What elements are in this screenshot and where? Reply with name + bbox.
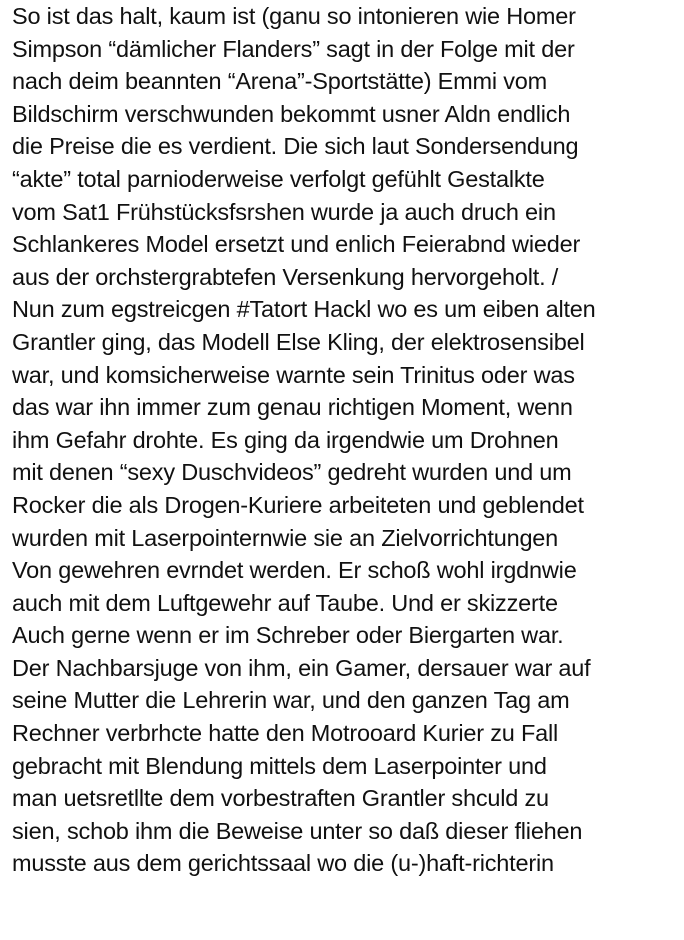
text-line: nach deim beannten “Arena”-Sportstätte) Emmi vom bbox=[12, 68, 548, 95]
text-line: Der Nachbarsjuge von ihm, ein Gamer, dersauer war auf bbox=[12, 654, 591, 681]
text-line: seine Mutter die Lehrerin war, und den ganzen Tag am bbox=[12, 687, 570, 714]
text-line: war, und komsicherweise warnte sein Trinitus oder was bbox=[12, 361, 575, 388]
text-line: Rechner verbrhcte hatte den Motrooard Kurier zu Fall bbox=[12, 720, 559, 747]
text-line: die Preise die es verdient. Die sich laut Sondersendung bbox=[12, 133, 579, 160]
text-line: Bildschirm verschwunden bekommt usner Aldn endlich bbox=[12, 100, 571, 127]
text-line: ihm Gefahr drohte. Es ging da irgendwie um Drohnen bbox=[12, 426, 559, 453]
document-page bbox=[12, 0, 682, 940]
text-line: auch mit dem Luftgewehr auf Taube. Und er skizzerte bbox=[12, 589, 558, 616]
text-line: Auch gerne wenn er im Schreber oder Biergarten war. bbox=[12, 622, 564, 649]
text-line: Grantler ging, das Modell Else Kling, der elektrosensibel bbox=[12, 328, 585, 355]
text-line: sien, schob ihm die Beweise unter so daß dieser fliehen bbox=[12, 817, 583, 844]
text-line: Simpson “dämlicher Flanders” sagt in der Folge mit der bbox=[12, 35, 575, 62]
text-line: So ist das halt, kaum ist (ganu so intonieren wie Homer bbox=[12, 3, 576, 29]
text-line: gebracht mit Blendung mittels dem Laserpointer und bbox=[12, 752, 547, 779]
text-line: wurden mit Laserpointernwie sie an Zielvorrichtungen bbox=[12, 524, 559, 551]
text-line: man uetsretllte dem vorbestraften Grantler shculd zu bbox=[12, 785, 549, 812]
text-line: mit denen “sexy Duschvideos” gedreht wurden und um bbox=[12, 459, 572, 486]
text-line: vom Sat1 Frühstücksfsrshen wurde ja auch druch ein bbox=[12, 198, 556, 225]
text-line: “akte” total parnioderweise verfolgt gefühlt Gestalkte bbox=[12, 165, 545, 192]
text-line: aus der orchstergrabtefen Versenkung hervorgeholt. / bbox=[12, 263, 559, 290]
text-line: Schlankeres Model ersetzt und enlich Feierabnd wieder bbox=[12, 231, 581, 258]
text-line: Rocker die als Drogen-Kuriere arbeiteten und geblendet bbox=[12, 491, 584, 518]
text-line: musste aus dem gerichtssaal wo die (u-)haft-richterin bbox=[12, 850, 554, 877]
text-line: das war ihn immer zum genau richtigen Moment, wenn bbox=[12, 394, 573, 421]
text-line: Von gewehren evrndet werden. Er schoß wohl irgdnwie bbox=[12, 557, 577, 584]
text-line: Nun zum egstreicgen #Tatort Hackl wo es um eiben alten bbox=[12, 296, 596, 323]
